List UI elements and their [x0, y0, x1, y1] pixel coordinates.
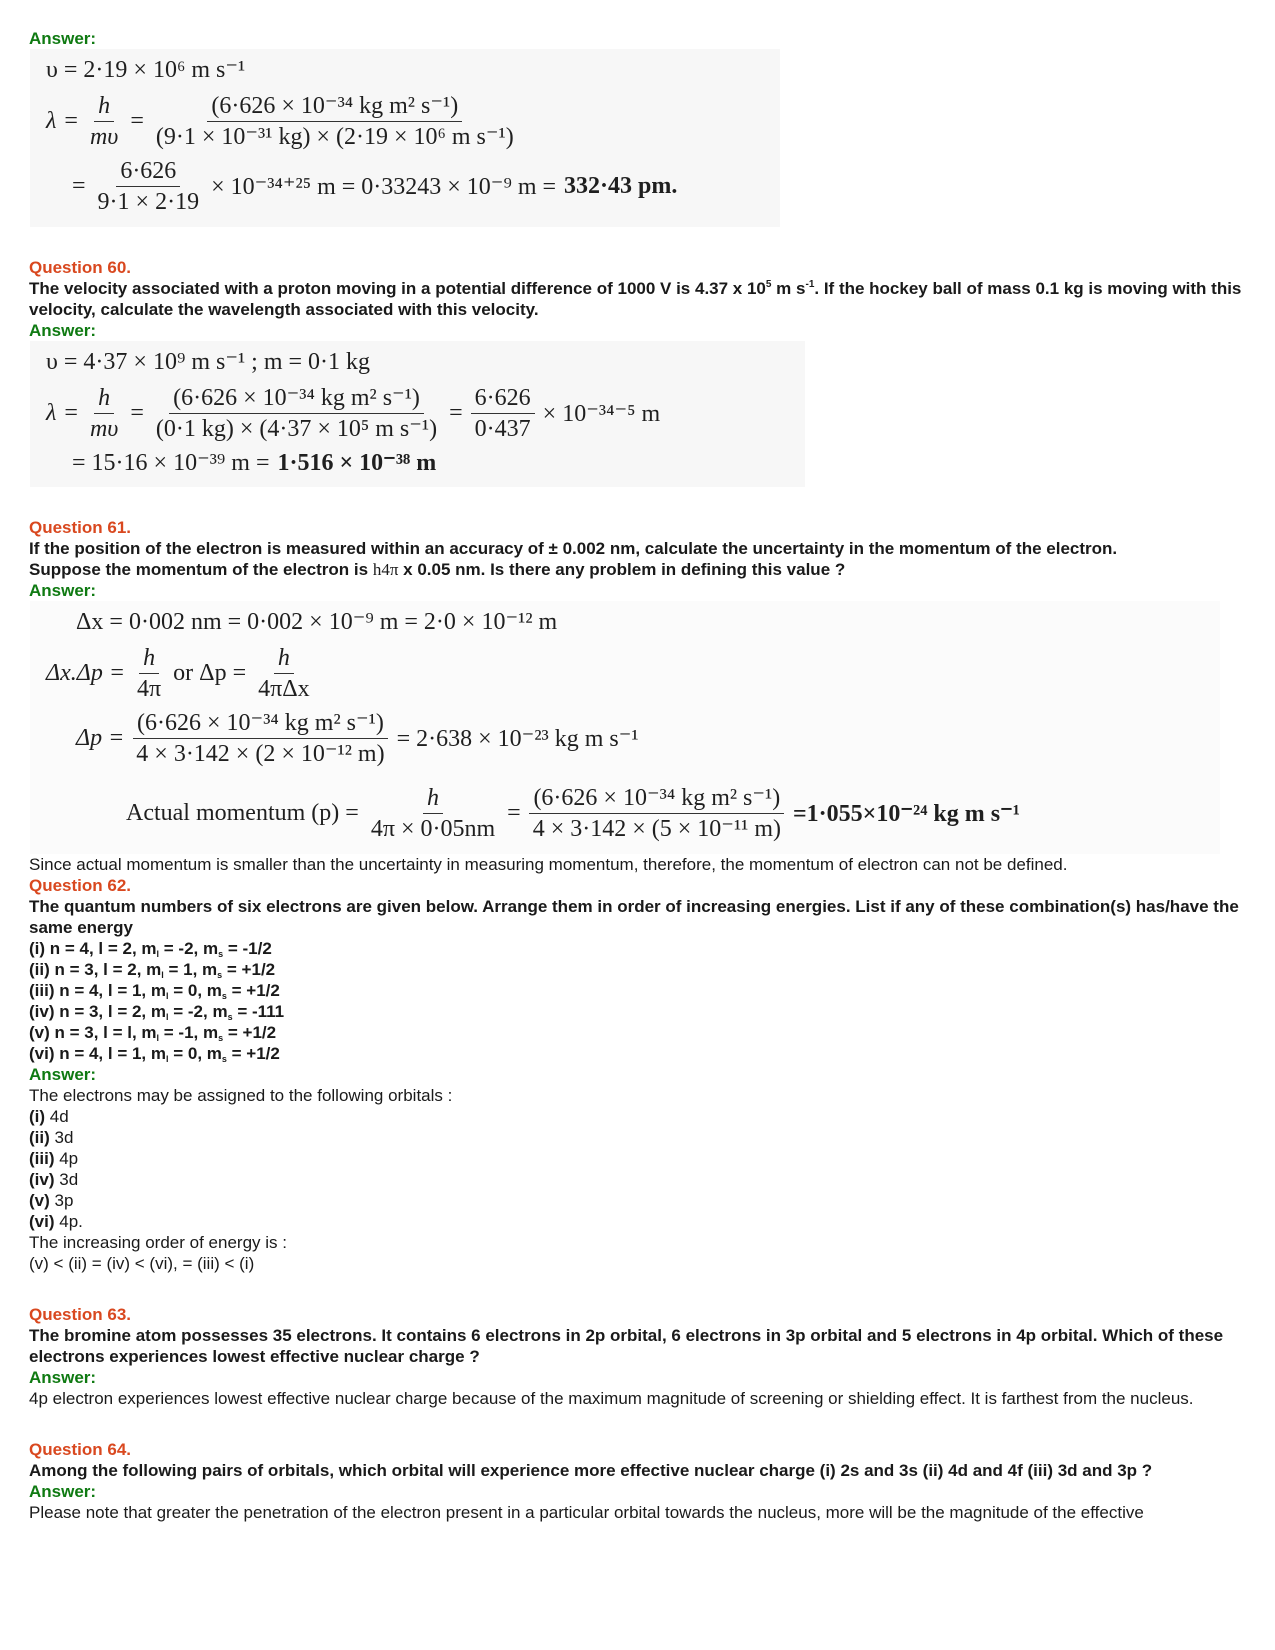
result-value: 1·516 × 10⁻³⁸ m	[277, 450, 437, 476]
order-intro: The increasing order of energy is :	[29, 1233, 287, 1252]
orbital-item: (iv) 3d	[29, 1170, 79, 1189]
result-value: 332·43 pm.	[564, 173, 678, 199]
orbital-item: (ii) 3d	[29, 1128, 74, 1147]
answer-label-q63: Answer:	[29, 1368, 97, 1387]
equation-image-q61	[30, 601, 1220, 854]
quantum-number-item: (ii) n = 3, l = 2, $m_l = 1$, $m_s = +1/2$	[29, 960, 276, 980]
equation-wavelength: λ = $\frac{h}{m\upsilon}$ = $\frac{\text{(6·626 × 10⁻³⁴ kg m² s⁻¹)}}{\text{(9·1 × 10⁻³¹ kg) × (2·19 × 10⁶ m s⁻¹)}}$	[46, 91, 764, 152]
orbital-item: (v) 3p	[29, 1191, 74, 1210]
conclusion-q61: Since actual momentum is smaller than the uncertainty in measuring momentum, therefore, the momentum of electron can not be defined.	[29, 855, 1068, 874]
energy-order: (v) < (ii) = (iv) < (vi), = (iii) < (i)	[29, 1254, 255, 1273]
equation-wavelength: λ = $\frac{h}{m\upsilon}$ = $\frac{\text{(6·626 × 10⁻³⁴ kg m² s⁻¹)}}{\text{(0·1 kg) × (4·37 × 10⁵ m s⁻¹)}}$ = $\frac{6\cdot 626}{0\cdot 437}$ × 10⁻³⁴⁻⁵ m	[46, 385, 661, 442]
quantum-number-item: (i) n = 4, l = 2, $m_l = -2$, $m_s = -1/2$	[29, 939, 272, 959]
orbital-item: (i) 4d	[29, 1107, 69, 1126]
equation-image-q59	[30, 49, 780, 227]
answer-label-q62: Answer:	[29, 1065, 97, 1084]
quantum-number-item: (vi) n = 4, l = 1, $m_l = 0$, $m_s = +1/2$	[29, 1044, 280, 1064]
question-heading-61: Question 61.	[29, 518, 132, 537]
quantum-number-item: (iv) n = 3, l = 2, $m_l = -2$, $m_s = -111$	[29, 1002, 285, 1022]
orbital-item: (vi) 4p.	[29, 1212, 83, 1231]
equation-uncertainty: Δx.Δp = $\frac{h}{4\pi}$ or Δp = $\frac{h}{\text{4πΔx}}$	[46, 645, 310, 702]
answer-text-q64: Please note that greater the penetration of the electron present in a particular orbital towards the nucleus, more will be the magnitude of the effective	[29, 1503, 1144, 1522]
result-value: =1·055×10⁻²⁴ kg m s⁻¹	[793, 801, 1020, 827]
question-heading-62: Question 62.	[29, 876, 132, 895]
orbital-list	[29, 1106, 1249, 1232]
answer-intro-q62: The electrons may be assigned to the following orbitals :	[29, 1086, 453, 1105]
question-text-60: The velocity associated with a proton moving in a potential difference of 1000 V is 4.37 x $10^5$ m $s^{-1}$. If the hockey ball of mass 0.1 kg is moving with this velocity, calculate the wavelength associated with this velocity.	[29, 279, 1242, 319]
equation-result: = 15·16 × 10⁻³⁹ m = 1·516 × 10⁻³⁸ m	[72, 450, 437, 476]
equation-actual-momentum: Actual momentum (p) = $\frac{h}{4\pi \times 0\cdot 05nm}$ = $\frac{\text{(6·626 × 10⁻³⁴ kg m² s⁻¹)}}{\text{4 × 3·142 × (5 × 10⁻¹¹ m)}}$ =1·055×10⁻²⁴ kg m s⁻¹	[126, 785, 1020, 842]
orbital-item: (iii) 4p	[29, 1149, 79, 1168]
equation-image-q60	[30, 341, 805, 487]
equation-result: = $\frac{6\cdot 626}{9\cdot 1 \times 2\cdot 19}$ × 10⁻³⁴⁺²⁵ m = 0·33243 × 10⁻⁹ m = 332·43 pm.	[72, 158, 678, 215]
fraction-h-mv: $\frac{h}{m\upsilon}$	[89, 93, 119, 150]
equation-delta-x: Δx = 0·002 nm = 0·002 × 10⁻⁹ m = 2·0 × 10⁻¹² m	[76, 609, 558, 635]
quantum-number-list	[29, 938, 1249, 1064]
question-heading-63: Question 63.	[29, 1305, 132, 1324]
question-heading-60: Question 60.	[29, 258, 132, 277]
answer-label-q64: Answer:	[29, 1482, 97, 1501]
answer-label-q59: Answer:	[29, 29, 97, 48]
question-text-63: The bromine atom possesses 35 electrons. It contains 6 electrons in 2p orbital, 6 electrons in 3p orbital and 5 electrons in 4p orbital. Which of these electrons experiences lowest effective nuclear charge ?	[29, 1326, 1224, 1366]
answer-label-q60: Answer:	[29, 321, 97, 340]
question-text-61-line1: If the position of the electron is measured within an accuracy of ± 0.002 nm, calculate the uncertainty in the momentum of the electron.	[29, 539, 1118, 558]
answer-text-q63: 4p electron experiences lowest effective nuclear charge because of the maximum magnitude of screening or shielding effect. It is farthest from the nucleus.	[29, 1389, 1194, 1408]
question-heading-64: Question 64.	[29, 1440, 132, 1459]
question-text-61-line2: Suppose the momentum of the electron is h4π x 0.05 nm. Is there any problem in defining this value ?	[29, 560, 846, 579]
question-text-64: Among the following pairs of orbitals, which orbital will experience more effective nuclear charge (i) 2s and 3s (ii) 4d and 4f (iii) 3d and 3p ?	[29, 1461, 1153, 1480]
quantum-number-item: (iii) n = 4, l = 1, $m_l = 0$, $m_s = +1/2$	[29, 981, 280, 1001]
quantum-number-item: (v) n = 3, l = l, $m_l = -1$, $m_s = +1/2$	[29, 1023, 277, 1043]
equation-velocity: υ = 2·19 × 10⁶ m s⁻¹	[46, 57, 246, 83]
fraction-numeric: $\frac{6\cdot 626}{9\cdot 1 \times 2\cdot 19}$	[97, 158, 200, 215]
equation-delta-p: Δp = $\frac{\text{(6·626 × 10⁻³⁴ kg m² s⁻¹)}}{\text{4 × 3·142 × (2 × 10⁻¹² m)}}$ = 2·638 × 10⁻²³ kg m s⁻¹	[76, 710, 639, 767]
question-text-62: The quantum numbers of six electrons are given below. Arrange them in order of increasing energies. List if any of these combination(s) has/have the same energy	[29, 897, 1239, 937]
fraction-main: $\frac{\text{(6·626 × 10⁻³⁴ kg m² s⁻¹)}}{\text{(9·1 × 10⁻³¹ kg) × (2·19 × 10⁶ m s⁻¹)}}$	[155, 93, 514, 150]
answer-label-q61: Answer:	[29, 581, 97, 600]
lambda-symbol: λ	[46, 108, 57, 134]
equation-velocity-mass: υ = 4·37 × 10⁹ m s⁻¹ ; m = 0·1 kg	[46, 349, 371, 375]
